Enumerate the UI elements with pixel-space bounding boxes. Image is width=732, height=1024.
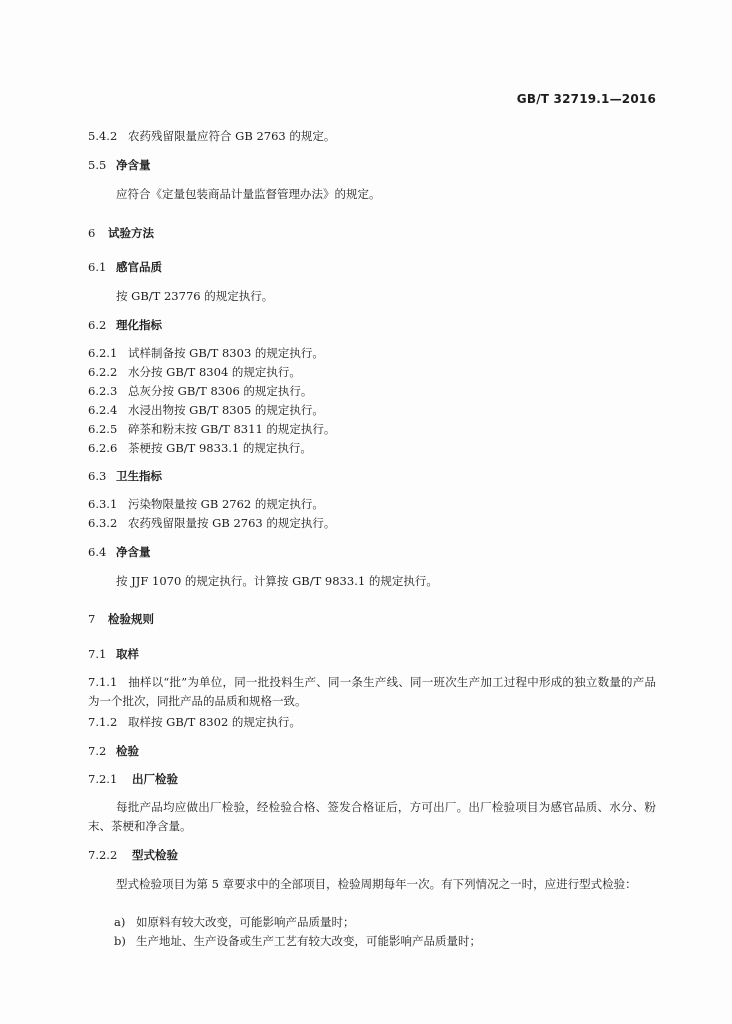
- clause-6-2-5: [88, 421, 335, 437]
- clause-text: 农药残留限量应符合 GB 2763 的规定。: [128, 129, 336, 143]
- clause-number: 6.2.1: [88, 346, 118, 360]
- heading-7-2-1: [88, 771, 178, 787]
- heading-6: [88, 225, 154, 241]
- paragraph-7-2-1: 每批产品均应做出厂检验，经检验合格、签发合格证后，方可出厂。出厂检验项目为感官品质、水分、粉末、茶梗和净含量。: [88, 800, 656, 833]
- clause-number: 6.2.4: [88, 403, 118, 417]
- list-text: 生产地址、生产设备或生产工艺有较大改变，可能影响产品质量时；: [136, 934, 481, 948]
- clause-7-1-2: [88, 714, 301, 730]
- standard-number-header: GB/T 32719.1—2016: [516, 92, 656, 106]
- heading-text: 取样: [116, 647, 139, 661]
- list-text: 如原料有较大改变，可能影响产品质量时；: [136, 915, 355, 929]
- heading-text: 检验规则: [108, 612, 154, 626]
- heading-7-1: [88, 646, 139, 662]
- paragraph-6-4: 按 JJF 1070 的规定执行。计算按 GB/T 9833.1 的规定执行。: [116, 574, 438, 588]
- clause-text: 总灰分按 GB/T 8306 的规定执行。: [128, 384, 313, 398]
- heading-6-4: [88, 544, 151, 560]
- heading-6-3: [88, 468, 162, 484]
- heading-number: 5.5: [88, 158, 107, 172]
- clause-number: 6.2.2: [88, 365, 118, 379]
- clause-6-2-6: [88, 440, 312, 456]
- heading-text: 试验方法: [108, 226, 154, 240]
- heading-number: 7.2: [88, 744, 107, 758]
- clause-6-2-1: [88, 345, 324, 361]
- heading-7-2-2: [88, 847, 178, 863]
- heading-5-5: [88, 157, 151, 173]
- clause-6-3-2: [88, 515, 335, 531]
- clause-6-3-1: [88, 496, 324, 512]
- clause-text: 水浸出物按 GB/T 8305 的规定执行。: [128, 403, 324, 417]
- heading-text: 卫生指标: [116, 469, 162, 483]
- heading-number: 7.2.2: [88, 848, 118, 862]
- clause-6-2-2: [88, 364, 301, 380]
- clause-text: 水分按 GB/T 8304 的规定执行。: [128, 365, 301, 379]
- heading-number: 7.1: [88, 647, 107, 661]
- clause-text: 碎茶和粉末按 GB/T 8311 的规定执行。: [128, 422, 336, 436]
- heading-number: 7.2.1: [88, 772, 118, 786]
- heading-text: 净含量: [116, 545, 151, 559]
- clause-text: 污染物限量按 GB 2762 的规定执行。: [128, 497, 324, 511]
- heading-number: 6.4: [88, 545, 107, 559]
- paragraph-6-1: 按 GB/T 23776 的规定执行。: [116, 289, 274, 303]
- clause-number: 6.2.6: [88, 441, 118, 455]
- clause-number: 5.4.2: [88, 129, 118, 143]
- heading-7: [88, 611, 154, 627]
- heading-6-1: [88, 259, 162, 275]
- heading-number: 6.1: [88, 260, 107, 274]
- heading-6-2: [88, 317, 162, 333]
- clause-7-1-1: [88, 673, 656, 711]
- heading-text: 型式检验: [132, 848, 178, 862]
- clause-number: 6.2.5: [88, 422, 118, 436]
- heading-text: 净含量: [116, 158, 151, 172]
- paragraph-7-2-2: 型式检验项目为第 5 章要求中的全部项目，检验周期每年一次。有下列情况之一时，应进行型式检验：: [116, 877, 637, 891]
- heading-7-2: [88, 743, 139, 759]
- clause-number: 6.2.3: [88, 384, 118, 398]
- heading-text: 理化指标: [116, 318, 162, 332]
- clause-text: 取样按 GB/T 8302 的规定执行。: [128, 715, 301, 729]
- clause-text: 茶梗按 GB/T 9833.1 的规定执行。: [128, 441, 312, 455]
- clause-text: 试样制备按 GB/T 8303 的规定执行。: [128, 346, 324, 360]
- clause-6-2-4: [88, 402, 324, 418]
- clause-text: 抽样以“批”为单位，同一批投料生产、同一条生产线、同一班次生产加工过程中形成的独立数量的产品为一个批次，同批产品的品质和规格一致。: [88, 675, 656, 708]
- list-marker: a): [114, 915, 126, 929]
- paragraph-5-5: 应符合《定量包装商品计量监督管理办法》的规定。: [116, 187, 381, 201]
- clause-6-2-3: [88, 383, 312, 399]
- clause-number: 6.3.2: [88, 516, 118, 530]
- clause-5-4-2: [88, 128, 335, 144]
- heading-number: 6: [88, 226, 96, 240]
- heading-number: 6.2: [88, 318, 107, 332]
- list-marker: b): [114, 934, 126, 948]
- clause-number: 7.1.1: [88, 675, 118, 689]
- heading-text: 检验: [116, 744, 139, 758]
- clause-text: 农药残留限量按 GB 2763 的规定执行。: [128, 516, 336, 530]
- heading-text: 感官品质: [116, 260, 162, 274]
- heading-number: 6.3: [88, 469, 107, 483]
- clause-number: 7.1.2: [88, 715, 118, 729]
- heading-text: 出厂检验: [132, 772, 178, 786]
- list-item-a: [114, 914, 355, 930]
- heading-number: 7: [88, 612, 96, 626]
- list-item-b: [114, 933, 481, 949]
- clause-number: 6.3.1: [88, 497, 118, 511]
